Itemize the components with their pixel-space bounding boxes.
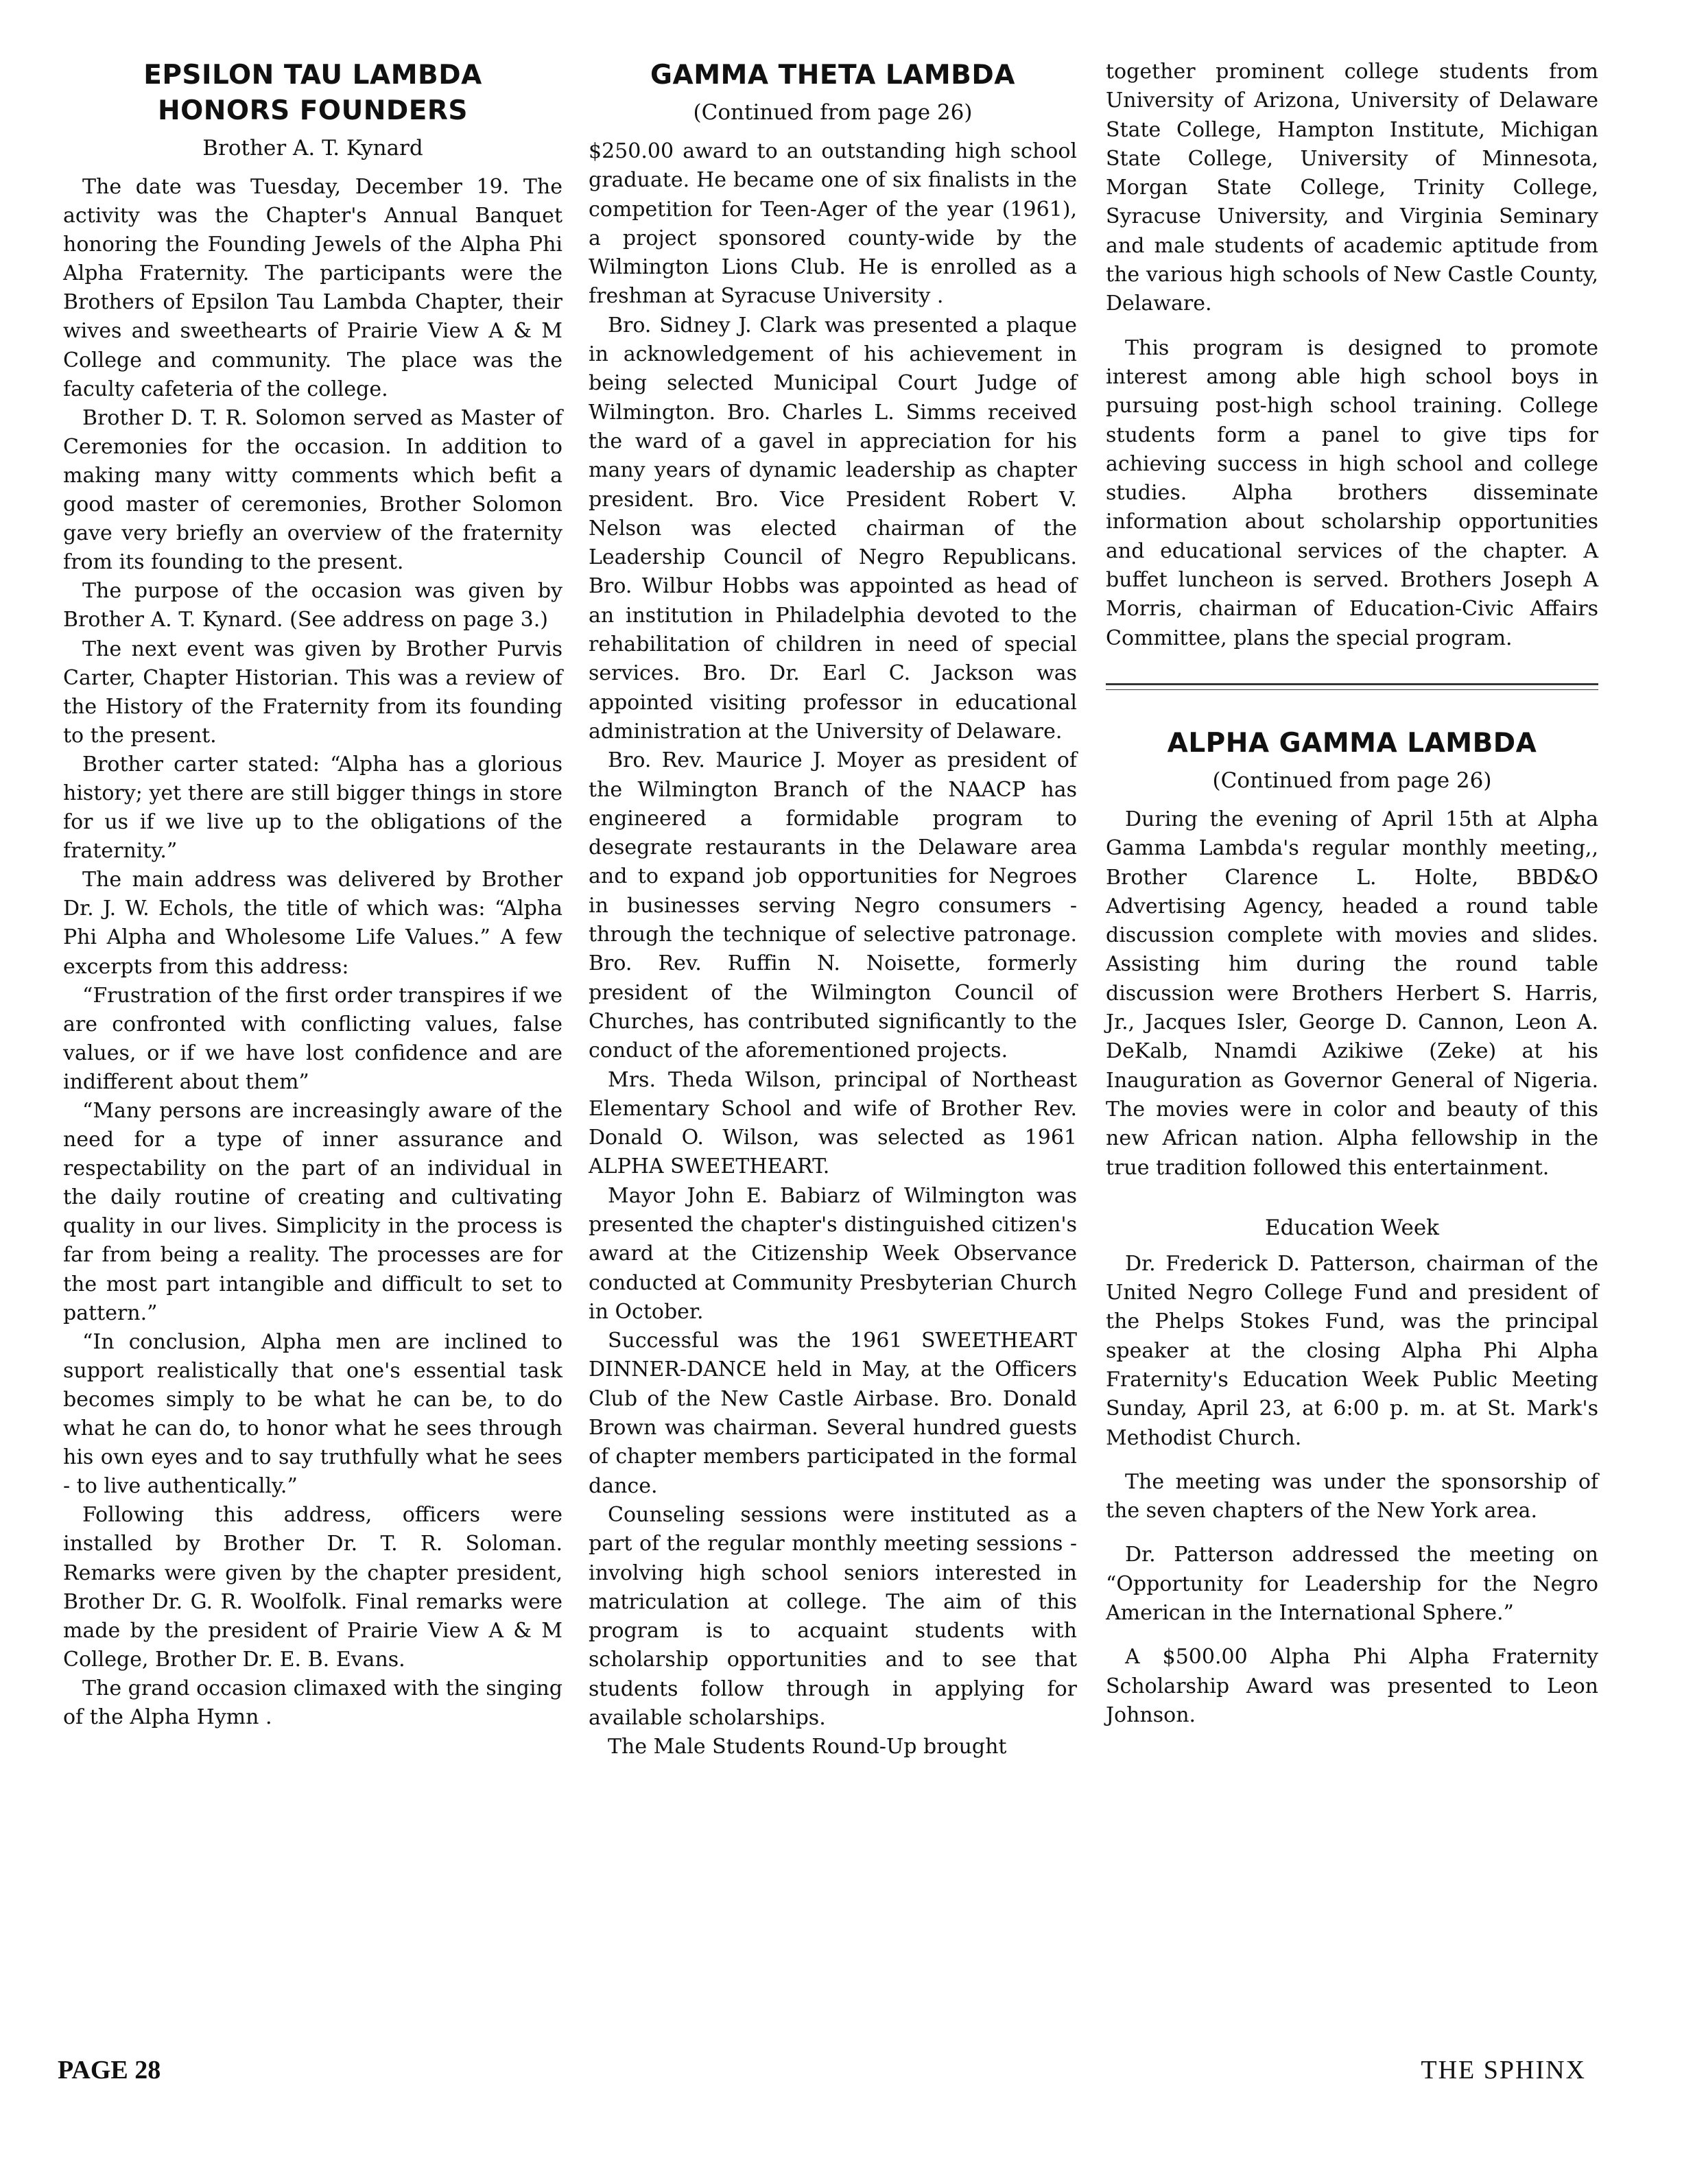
paragraph: During the evening of April 15th at Alpha Gamma Lambda's regular monthly meeting,, Brother Clarence L. Holte, BBD&O Advertising Agency, headed a round table discussion complete with movies and slides. Assisting him during the round table discussion were Brothers Herbert S. Harris, Jr., Jacques Isler, George D. Cannon, Leon A. DeKalb, Nnamdi Azikiwe (Zeke) at his Inauguration as Governor General of Nigeria. The movies were in color and beauty of this new African nation. Alpha fellowship in the true tradition followed this entertainment. [1106, 807, 1598, 1180]
paragraph: Brother D. T. R. Solomon served as Master of Ceremonies for the occasion. In addition to making many witty comments which befit a good master of ceremonies, Brother Solomon gave very briefly an overview of the fraternity from its founding to the present. [63, 405, 562, 575]
paragraph: Dr. Frederick D. Patterson, chairman of the United Negro College Fund and president of the Phelps Stokes Fund, was the principal speaker at the closing Alpha Phi Alpha Fraternity's Education Week Public Meeting Sunday, April 23, at 6:00 p. m. at St. Mark's Methodist Church. [1106, 1251, 1598, 1450]
magazine-name: THE SPHINX [1421, 2056, 1586, 2085]
article-title-line2: HONORS FOUNDERS [157, 95, 469, 126]
page-number: PAGE 28 [58, 2056, 161, 2085]
paragraph: The grand occasion climaxed with the singing of the Alpha Hymn . [63, 1676, 562, 1729]
article-title-line1: EPSILON TAU LAMBDA [143, 60, 482, 91]
paragraph: Mrs. Theda Wilson, principal of Northeast Elementary School and wife of Brother Rev. Donald O. Wilson, was selected as 1961 ALPHA SWEETHEART. [589, 1067, 1077, 1179]
paragraph: The meeting was under the sponsorship of the seven chapters of the New York area. [1106, 1469, 1598, 1523]
paragraph: The Male Students Round-Up brought [608, 1735, 1007, 1759]
paragraph: together prominent college students from University of Arizona, University of Delaware State College, Hampton Institute, Michigan State College, University of Minnesota, Morgan State College, Trinity College, Syracuse University, and Virginia Seminary and male students of academic aptitude from the various high schools of New Castle County, Delaware. [1106, 60, 1598, 316]
section-divider [1106, 683, 1598, 690]
article-title-alpha-gamma-lambda: ALPHA GAMMA LAMBDA [1167, 727, 1537, 759]
paragraph: Counseling sessions were instituted as a part of the regular monthly meeting sessions - involving high school seniors interested in matriculation at college. The aim of this program is to acquaint students with scholarship opportunities and to see that students follow through in applying for available scholarships. [589, 1502, 1077, 1731]
paragraph: Brother carter stated: “Alpha has a glorious history; yet there are still bigger things in store for us if we live up to the obligations of the fraternity.” [63, 752, 562, 864]
article-byline: Brother A. T. Kynard [202, 136, 423, 161]
article-gamma-theta-lambda [589, 58, 1077, 1762]
paragraph: “Many persons are increasingly aware of the need for a type of inner assurance and respectability on the part of an individual in the daily routine of creating and cultivating quality in our lives. Simplicity in the process is far from being a reality. The processes are for the most part intangible and difficult to set to pattern.” [63, 1099, 562, 1325]
paragraph: “Frustration of the first order transpires if we are confronted with conflicting values, false values, or if we have lost confidence and are indifferent about them” [63, 983, 562, 1094]
paragraph: Bro. Rev. Maurice J. Moyer as president of the Wilmington Branch of the NAACP has engineered a formidable program to desegrate restaurants in the Delaware area and to expand job opportunities for Negroes in businesses serving Negro consumers - through the technique of selective patronage. Bro. Rev. Ruffin N. Noisette, formerly president of the Wilmington Council of Churches, has contributed significantly to the conduct of the aforementioned projects. [589, 748, 1077, 1063]
paragraph: This program is designed to promote interest among able high school boys in pursuing post-high school training. College students form a panel to give tips for achieving success in high school and college studies. Alpha brothers disseminate information about scholarship opportunities and educational services of the chapter. A buffet luncheon is served. Brothers Joseph A Morris, chairman of Education-Civic Affairs Committee, plans the special program. [1106, 335, 1598, 650]
continued-note: (Continued from page 26) [1212, 768, 1492, 793]
paragraph: A $500.00 Alpha Phi Alpha Fraternity Scholarship Award was presented to Leon Johnson. [1106, 1645, 1598, 1727]
paragraph: $250.00 award to an outstanding high school graduate. He became one of six finalists in the competition for Teen-Ager of the year (1961), a project sponsored county-wide by the Wilmington Lions Club. He is enrolled as a freshman at Syracuse University . [589, 139, 1077, 309]
paragraph: Bro. Sidney J. Clark was presented a plaque in acknowledgement of his achievement in being selected Municipal Court Judge of Wilmington. Bro. Charles L. Simms received the ward of a gavel in appreciation for his many years of dynamic leadership as chapter president. Bro. Vice President Robert V. Nelson was elected chairman of the Leadership Council of Negro Republicans. Bro. Wilbur Hobbs was appointed as head of an institution in Philadelphia devoted to the rehabilitation of children in need of special services. Bro. Dr. Earl C. Jackson was appointed visiting professor in educational administration at the University of Delaware. [589, 313, 1077, 744]
subhead-education-week: Education Week [1265, 1215, 1439, 1240]
paragraph: The purpose of the occasion was given by Brother A. T. Kynard. (See address on page 3.) [63, 579, 562, 632]
article-epsilon-tau-lambda [63, 58, 562, 1732]
paragraph: The main address was delivered by Brother Dr. J. W. Echols, the title of which was: “Alpha Phi Alpha and Wholesome Life Values.” A few excerpts from this address: [63, 868, 562, 979]
paragraph: The next event was given by Brother Purvis Carter, Chapter Historian. This was a review of the History of the Fraternity from its founding to the present. [63, 637, 562, 748]
article-title: GAMMA THETA LAMBDA [650, 60, 1015, 91]
paragraph: Successful was the 1961 SWEETHEART DINNER-DANCE held in May, at the Officers Club of the New Castle Airbase. Bro. Donald Brown was chairman. Several hundred guests of chapter members participated in the formal dance. [589, 1329, 1077, 1498]
article-column-3 [1106, 58, 1598, 1730]
paragraph: Mayor John E. Babiarz of Wilmington was presented the chapter's distinguished citizen's award at the Citizenship Week Observance conducted at Community Presbyterian Church in October. [589, 1183, 1077, 1324]
paragraph: Following this address, officers were installed by Brother Dr. T. R. Soloman. Remarks were given by the chapter president, Brother Dr. G. R. Woolfolk. Final remarks were made by the president of Prairie View A & M College, Brother Dr. E. B. Evans. [63, 1503, 562, 1672]
paragraph: “In conclusion, Alpha men are inclined to support realistically that one's essential task becomes simply to be what he can be, to do what he can do, to honor what he sees through his own eyes and to say truthfully what he sees - to live authentically.” [63, 1329, 562, 1499]
paragraph: The date was Tuesday, December 19. The activity was the Chapter's Annual Banquet honoring the Founding Jewels of the Alpha Phi Alpha Fraternity. The participants were the Brothers of Epsilon Tau Lambda Chapter, their wives and sweethearts of Prairie View A & M College and community. The place was the faculty cafeteria of the college. [63, 175, 562, 401]
continued-note: (Continued from page 26) [693, 100, 973, 125]
paragraph: Dr. Patterson addressed the meeting on “Opportunity for Leadership for the Negro American in the International Sphere.” [1106, 1543, 1598, 1626]
